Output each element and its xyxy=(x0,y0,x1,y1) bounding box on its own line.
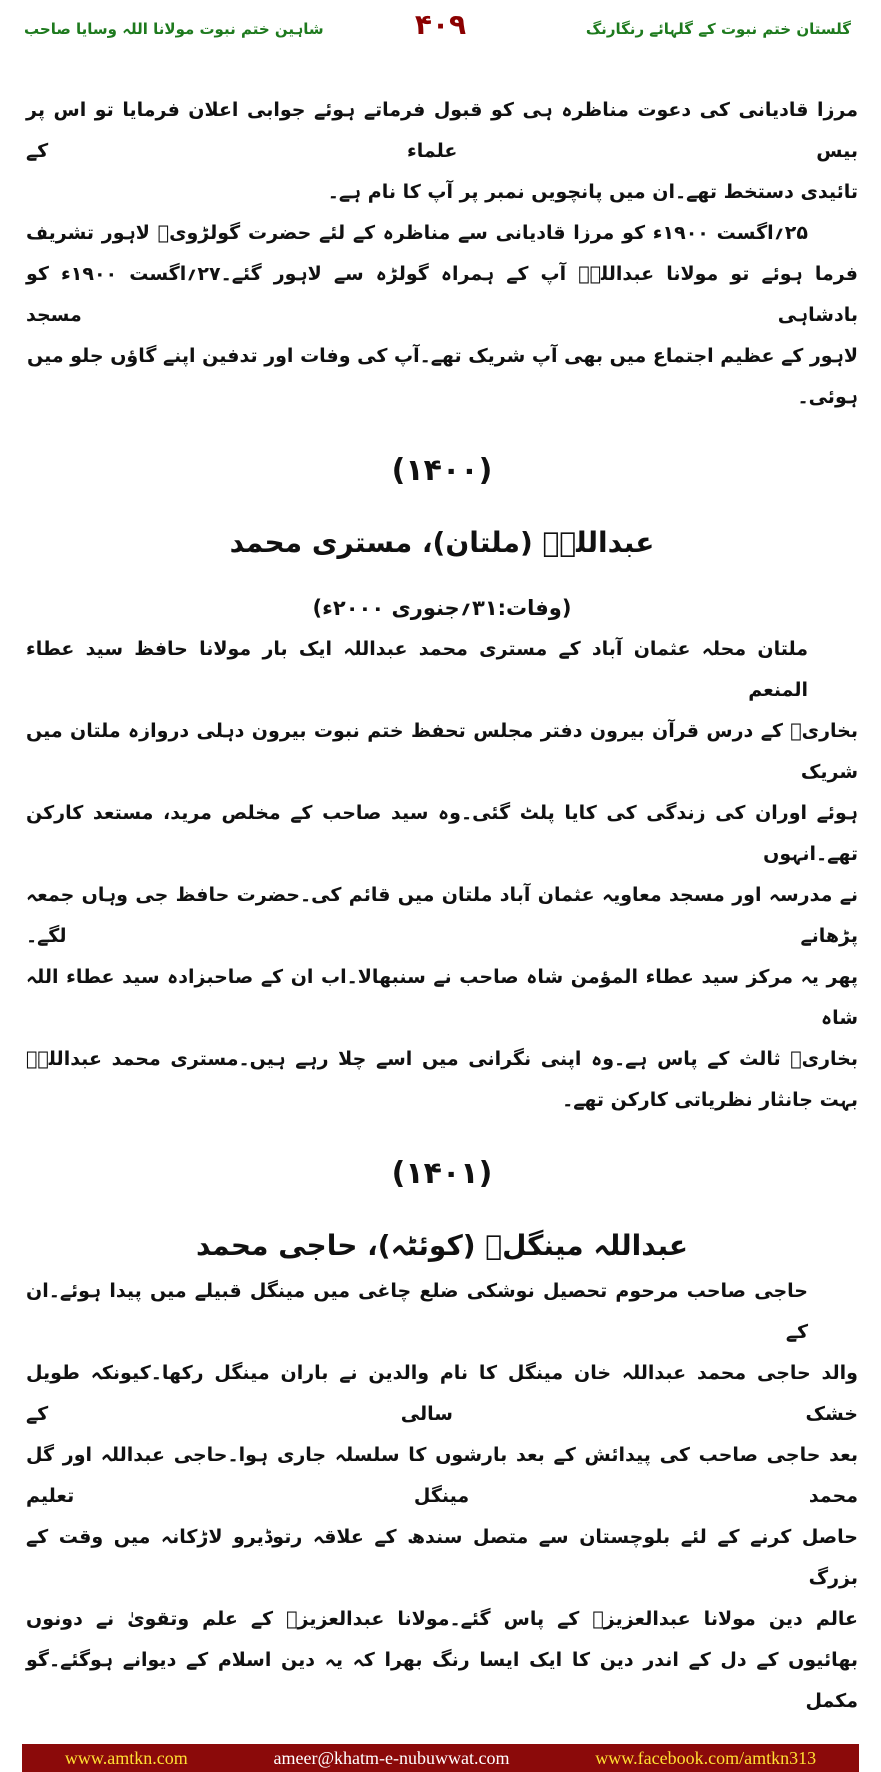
text-line: بہت جانثار نظریاتی کارکن تھے۔ xyxy=(562,1089,858,1111)
entry-title: عبداللہ مینگلؒ (کوئٹہ)، حاجی محمد xyxy=(195,1229,689,1262)
entry-1400 xyxy=(26,446,858,1121)
text-line: بعد حاجی صاحب کی پیدائش کے بعد بارشوں کا سلسلہ جاری ہوا۔حاجی عبداللہ اور گل محمد مینگل تعلیم xyxy=(26,1444,858,1507)
entry-1401 xyxy=(26,1149,858,1722)
website-link[interactable]: www.amtkn.com xyxy=(64,1747,188,1768)
text-line: ملتان محلہ عثمان آباد کے مستری محمد عبداللہ ایک بار مولانا حافظ سید عطاء المنعم xyxy=(26,638,808,701)
intro-paragraph xyxy=(26,90,858,418)
entry-title: عبداللہؒ (ملتان)، مستری محمد xyxy=(229,526,655,559)
death-date: (وفات:۳۱؍جنوری ۲۰۰۰ء) xyxy=(312,596,572,620)
footer-bar xyxy=(22,1744,859,1772)
text-line: بخاریؒ کے درس قرآن بیرون دفتر مجلس تحفظ ختم نبوت بیرون دہلی دروازہ ملتان میں شریک xyxy=(26,720,858,783)
text-line: لاہور کے عظیم اجتماع میں بھی آپ شریک تھے۔آپ کی وفات اور تدفین اپنے گاؤں جلو میں ہوئی۔ xyxy=(26,345,858,408)
text-line: حاصل کرنے کے لئے بلوچستان سے متصل سندھ کے علاقہ رتوڈیرو لاڑکانہ میں وقت کے بزرگ xyxy=(26,1526,858,1589)
text-line: بھائیوں کے دل کے اندر دین کا ایک ایسا رنگ بھرا کہ یہ دین اسلام کے دیوانے ہوگئے۔گو مکمل xyxy=(26,1649,858,1712)
page-number: ۴۰۹ xyxy=(414,8,467,41)
text-line: والد حاجی محمد عبداللہ خان مینگل کا نام والدین نے باران مینگل رکھا۔کیونکہ طویل خشک سالی کے xyxy=(26,1362,858,1425)
text-line: نے مدرسہ اور مسجد معاویہ عثمان آباد ملتان میں قائم کی۔حضرت حافظ جی وہاں جمعہ پڑھانے لگے۔ xyxy=(26,884,858,947)
email-link[interactable]: ameer@khatm-e-nubuwwat.com xyxy=(273,1747,510,1768)
entry-number: (۱۴۰۱) xyxy=(391,1156,493,1191)
text-line: تائیدی دستخط تھے۔ان میں پانچویں نمبر پر آپ کا نام ہے۔ xyxy=(327,181,858,203)
text-line: عالم دین مولانا عبدالعزیزؒ کے پاس گئے۔مولانا عبدالعزیزؒ کے علم وتقویٰ نے دونوں xyxy=(26,1608,858,1630)
text-line: ۲۵؍اگست ۱۹۰۰ء کو مرزا قادیانی سے مناظرہ کے لئے حضرت گولڑویؒ لاہور تشریف xyxy=(26,222,808,244)
page-content xyxy=(26,90,858,1722)
entry-number: (۱۴۰۰) xyxy=(391,453,493,488)
book-title: گلستان ختم نبوت کے گلہائے رنگارنگ xyxy=(585,20,851,38)
text-line: مرزا قادیانی کی دعوت مناظرہ ہی کو قبول فرماتے ہوئے جوابی اعلان فرمایا تو اس پر بیس علماء کے xyxy=(26,99,858,162)
text-line: ہوئے اوران کی زندگی کی کایا پلٹ گئی۔وہ سید صاحب کے مخلص مرید، مستعد کارکن تھے۔انہوں xyxy=(26,802,858,865)
text-line: حاجی صاحب مرحوم تحصیل نوشکی ضلع چاغی میں مینگل قبیلے میں پیدا ہوئے۔ان کے xyxy=(26,1280,808,1343)
author-title: شاہین ختم نبوت مولانا اللہ وسایا صاحب xyxy=(24,20,324,38)
text-line: فرما ہوئے تو مولانا عبداللہؒ آپ کے ہمراہ گولڑہ سے لاہور گئے۔۲۷؍اگست ۱۹۰۰ء کو بادشاہی مسجد xyxy=(26,263,858,326)
facebook-link[interactable]: www.facebook.com/amtkn313 xyxy=(595,1747,817,1768)
text-line: پھر یہ مرکز سید عطاء المؤمن شاہ صاحب نے سنبھالا۔اب ان کے صاحبزادہ سید عطاء اللہ شاہ xyxy=(26,966,858,1029)
page-header xyxy=(0,0,881,60)
text-line: بخاریؒ ثالث کے پاس ہے۔وہ اپنی نگرانی میں اسے چلا رہے ہیں۔مستری محمد عبداللہؒ xyxy=(26,1048,858,1070)
